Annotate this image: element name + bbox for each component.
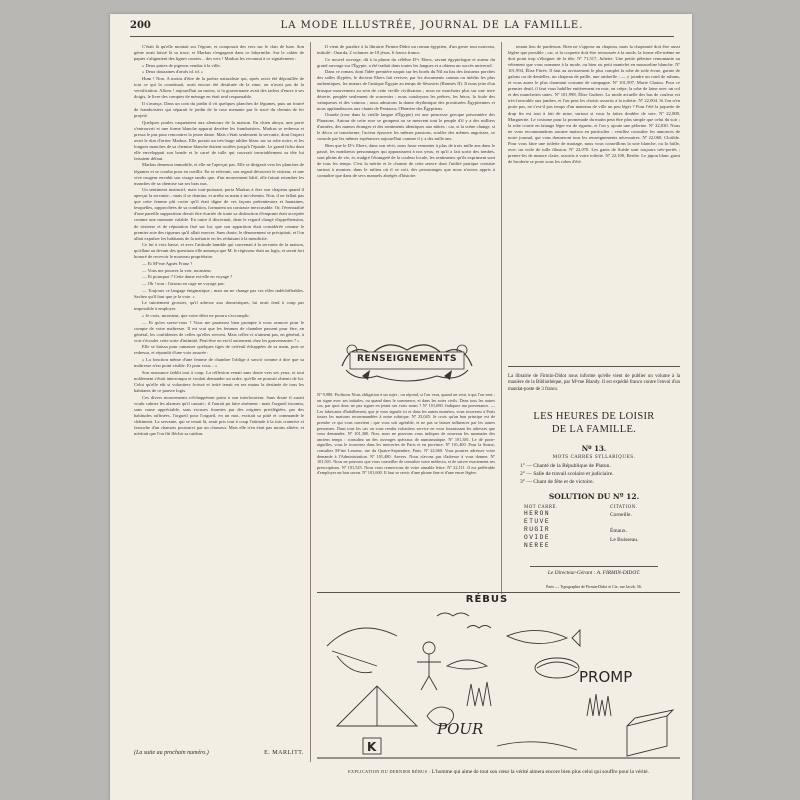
newspaper-page xyxy=(110,14,692,800)
paragraph: — Vous me pourrez la voir, monsieur. xyxy=(142,267,212,273)
paragraph: Elle se baissa pour ramasser quelques tiges de cerfeuil échappées de sa main, puis se redressa, et répondit d'une voix assurée : xyxy=(134,344,304,356)
firmin-didot-note: La librairie de Firmin-Didot nous informe qu'elle vient de publier un volume à la manière de la Bibliothèque, par M^me Blandy. Il est expédié franco contre l'envoi d'un mandat-poste de 3 francs. xyxy=(508,374,680,392)
paragraph: « La fonction même d'une femme de chambre l'oblige à savoir comme à dire que sa maîtresse n'est point visible. Et pour vous... » xyxy=(134,357,304,369)
renseignements-title: RENSEIGNEMENTS xyxy=(357,354,457,364)
tent-icon xyxy=(337,686,417,726)
book-icon xyxy=(627,710,673,756)
paragraph: — Toujours ce langage énigmatique ; mais on ne change pas ces rôles indéchiffrables. Sachez qu'il faut que je la voie. » xyxy=(134,287,304,299)
rebus-word-promp: PROMP xyxy=(579,668,633,686)
paragraph: Il vient de paraître à la librairie Firmin-Didot un roman égyptien, d'un genre tout nouveau, intitulé : Ouarda, 2 volumes in-18 jésus, 6 francs franco. xyxy=(317,44,495,56)
solution-word: HERON xyxy=(524,510,551,517)
rebus-caption-lead: EXPLICATION DU DERNIER RÉBUS : xyxy=(348,769,431,774)
solution-words xyxy=(524,510,550,550)
renseignements-vignette xyxy=(332,336,482,388)
grass-icon xyxy=(467,682,491,706)
citation-item: Le Buisseau. xyxy=(610,536,639,543)
paragraph: Un sentiment instinctif, mais tout-puissant, porta Markus à ôter son chapeau quand il aperçut la servante... mais il se domina, et arrêta sa main à mi-chemin. Non, il ne fallait pas que cette femme pût croire qu'il était digne de ces façons prétentieuses et hautaines, lesquelles, rapprochées de sa condition, formaient un contraste inexcusable. Or, l'éventualité d'une pareille supposition devait être écartée de toute sa distinction d'emprunt était acceptée comme une monnaie valable. En outre il discernait, dans le regard chargé d'appréhension, de tristesse et de réputation fixé sur lui, que son apparition était considérée comme le premier acte des rigueurs qu'il allait exercer. Sans doute, le dénouement se précipitait, et l'on allait expulser les habitants de la métairie en les réduisant à la mendicité. xyxy=(134,187,304,241)
fashion-answers-column xyxy=(508,44,680,369)
puzzle-number: Nº 13. xyxy=(581,444,607,453)
scythe-icon xyxy=(327,628,397,646)
solution-head-citation: CITATION. xyxy=(610,504,638,509)
paragraph: tenant lieu de pardessus. Rien ne s'oppose au chapeau, mais la chapeauté doit être aussi légère que possible ; car, si la coquette doit être retroussée à la mode, la forme elle-même ne doit point trop s'éloigner de la tête. Nº 71,517, Juliette. Une petite pèlerine remontante au vêtement que vous nommez à la mode, ou bien ou petit mantelet en mousseline blanche. Nº 101,994, Élise Fitrée. Il faut au ravissement le plus complet la robe de toile écrue, garnie de galons ou de dentelles, un chapeau de paille, une ombrelle ; — y joindre un rond de rubans, et vous aurez le plus charmant costume de campagne. Nº 101,997, Marie Chatou. Pour ce premier deuil, il faut vous habiller entièrement en noir, en crêpe, la robe de laine avec un col et des manchettes unies. Nº 101,998, Élise Guibert. La mode actuelle des bas de couleur est très-favorable aux jambes, et l'on peut les choisir assortis à la toilette. Nº 22,004. Si l'on n'en porte pas, ne s'est-il pas temps d'un manteau de ville un peu léger ? Pour l'été la jaquette de drap fin est tout à fait de mise, surtout si vous la faites doubler de soie. Nº 22,008, Marguerite. Le costume pour la promenade du matin peut être plus simple que celui du soir ; la robe courte en lainage léger est de rigueur, et l'on y ajoute une pèlerine. Nº 22,030. Nous ne vous recommandons aucune maison en particulier ; veuillez consulter les annonces de notre journal, qui vous donneront tous les renseignements nécessaires. Nº 22,060, Clotilde. Pour vous faire une toilette de mariage, nous vous conseillons la soie blanche, ou la faille, avec un voile de tulle illusion. Nº 22,070. Les gants de Suède sont toujours très-portés ; prenez-les de nuance claire, assortis à votre toilette. Nº 22,100, Berthe. Le jupon blanc garni de broderie se porte sous les robes d'été. xyxy=(508,44,680,164)
paragraph: Hum ! Non. A moins d'être de la poésie naturaliste qui, après avoir été dépouillée de tout ce qui la constituait, avait encore été destituée de la rime, on n'avait pas de la versification. Allons ! aujourd'hui au moins, si la gouvernante avait des taches d'encre à ses doigts, le livre des comptes de ménage en était seul responsable. xyxy=(134,76,304,100)
paragraph: Ce fut à voix basse, et avec l'attitude humble qui convenait à la servante de la maison, qu'allant au devant des questions elle annonça que M. le régisseur était au logis, et serait fort honoré de recevoir le nouveau propriétaire. xyxy=(134,242,304,260)
rebus-word-pour: POUR xyxy=(437,720,484,738)
paragraph: Ouarda (rose dans la vieille langue d'Égypte) est une princesse grecque prisonnière des Pharaons. Autour de cette rose se groupent ou se meuvent tout le peuple d'il y a des milliers d'années, des mœurs étranges et des sentiments identiques aux nôtres : car, si la scène change, si le décor se transforme, l'acteur éprouve les mêmes passions, souffre des mêmes angoisses, se console par les mêmes espérances aujourd'hui comme il y a dix mille ans. xyxy=(317,112,495,142)
figure-head-icon xyxy=(423,642,435,654)
paragraph: Dans ce roman, dont l'idée première naquit sur les bords du Nil au bas des fastueux porches des salles illypées, le docteur Ebers fait revivre, par les documents connus ou inédits les plus authentiques, les mœurs de l'antique Égypte au temps de Sésostris (Ramsès II). Il nous jette d'un brusque mouvement au sein de cette vieille civilisation ; nous ne marchons plus sur une terre déserte, peuplée seulement de souvenirs ; nous coudoyons les prêtres, les héros, la foule des vainqueurs et des vaincus ; nous admirons la danse rhythmique des prostituées Égyptiennes et nous applaudissons aux chants de Pentaour, l'Homère des Égyptiens. xyxy=(317,69,495,111)
section-rule xyxy=(530,566,658,567)
clue-item: 1° — Chanté de la République de Platon. xyxy=(520,463,611,469)
heures-loisir-title xyxy=(508,410,680,436)
paragraph: Markus demeura immobile, et elle ne l'aperçut pas. Elle se dirigeait vers les planches de légumes et se courba pour en cueillir. En se relevant, son regard découvrit le visiteur, et une vive rougeur envahit son visage tandis que, d'un mouvement hâtif, elle faisait retomber les manches de sa chemise sur ses bras nus. xyxy=(134,162,304,186)
paragraph: — Oh ! non : l'oiseau en cage ne voyage pas. xyxy=(142,280,225,286)
puzzle-clues xyxy=(520,462,680,486)
heures-title-line2: DE LA FAMILLE. xyxy=(551,424,637,435)
solution-word: ETUVE xyxy=(524,518,551,525)
paragraph: Le tutoiement grossier, qu'il adresse aux domestiques, lui avait fend à coup par impossible à employer. xyxy=(134,300,304,312)
renseignements-text: Nº 9,980. Profitons Nous obligation à un sujet ; on répond, si l'on veut, quand on veut, à qui l'on veut : on signe avec ses initiales, ou quand dans le commerce, et dans les actes civils. Dans tous les autres cas, par quoi donc ne pas signer en jetant ses vrais noms ? Nº 101,080. Indiquez ma provenance. — Les fabricants d'habillement, que je vous signale ici et dans les autres numéros, vous trouverez à Paris toutes les maisons recommandées à notre rubrique. Nº 23,045. Je crois qu'un bon principe est de prendre ce qui vous convient ; que vous soit agréable, et ne pas se laisser influencer par les autres personnes. Dans tous les cas on vous rendra volontiers service en vous fournissant les adresses que vous demandez. Nº 101,380. Non, nous ne pouvons vous indiquer de nouveau les monnaies des anciens temps : consultez un des ouvrages spéciaux de numismatique. Nº 101,381. Le dé porte-aiguilles, vous le trouverez dans les merceries de Paris et en province. Nº 101,400. Pour la Suisse, consultez M^me Lesueur, rue du Quatre-Septembre, Paris. Nº 22,060. Vous pourrez adresser votre demande à l'Administration. Nº 101,480. Anvers. Nous n'avons pas d'adresse à vous donner. Nº 101,501. Nous ne pouvons que vous conseiller de consulter votre médecin, et de suivre exactement ses prescriptions. Nº 101,525. Nous vous remercions de votre aimable lettre. Nº 22,111. Il est préférable d'employer un bon savon. Nº 101,600. Il faut se servir d'une plume fine et d'une encre légère. xyxy=(317,392,495,476)
bird-icon xyxy=(437,613,469,616)
clue-item: 2° — Salle de travail scolaire et judiciaire. xyxy=(520,471,614,477)
paragraph: « Deux paires de pigeons vendus à la ville. xyxy=(142,62,221,68)
solution-head-word: MOT CARRÉ. xyxy=(524,504,558,509)
paragraph: Ces divers mouvements n'échappèrent point à son interlocuteur. Sans doute il aurait voulu calmer les alarmes qu'il causait ; il l'aurait pu faire aisément : mais l'orgueil inconnu, sans cause appréciable, sans excuses fournies par des origines privilégiées, par des habitudes raffinées, l'orgueil pour l'orgueil, en un mot, excitait sa pitié et commande le châtiment. La servante, qui se tenait là, avait pris tout à coup l'attitude à la fois craintive et farouche d'un chamois poursuivi par un chasseur. Mais elle n'en était pas moins altière, et méritait que l'on fût fléchir sa raideur. xyxy=(134,394,304,436)
solution-word: RUGIR xyxy=(524,526,551,533)
citation-item: Corneille. xyxy=(610,512,632,518)
article-signature xyxy=(134,750,304,756)
citation-item xyxy=(610,519,638,527)
paragraph: Quelques poules caquetaient aux alentours de la maison. En chien aboya, une porte s'entrouvrit et une forme blanche apparut derrière les framboisiers. Markus se redressa et pressa le pas pour rencontrer la jeune dame. Mais c'était seulement la servante, dont l'aspect avait le don d'irriter Markus. Elle portait un très-large tablier blanc sur sa robe noire, et les longues manches de sa chemise blanche étaient roulées jusqu'à l'épaule. Le grand fichu dont elle enveloppait son bonde et le carré de tulle qui couvrait invariablement sa tête lui faisaient défaut. xyxy=(134,119,304,161)
heures-title-line1: LES HEURES DE LOISIR xyxy=(533,411,655,422)
printer-line: Paris — Typographie de Firmin-Didot et Cie, rue Jacob, 56. xyxy=(546,584,642,589)
paragraph: — Et pourquoi ? Cette dame est-elle en voyage ? xyxy=(142,274,233,280)
paragraph: Ce nouvel ouvrage, dû à la plume du célèbre D^r Ebers, savant égyptologue et auteur du grand ouvrage sur l'Égypte, a été traduit dans toutes les langues et a obtenu un succès universel. xyxy=(317,56,495,68)
rebus-letter-k: K xyxy=(367,740,377,754)
rebus-caption xyxy=(317,768,680,776)
continuation-note: (La suite au prochain numéro.) xyxy=(134,750,209,756)
bird-icon xyxy=(467,626,491,629)
paragraph: « Deux douzaines d'œufs id. id. » xyxy=(142,69,204,75)
rebus-illustration xyxy=(317,606,680,766)
paragraph: « Je crois, monsieur, que votre désir ne pourra s'accomplir. xyxy=(142,312,250,318)
section-rule xyxy=(317,592,680,593)
solution-title: SOLUTION DU Nº 12. xyxy=(548,492,640,501)
book-review-column xyxy=(317,44,495,336)
paragraph: Bien que le D^r Ebers, dans son récit, nous fasse remonter à plus de trois mille ans dans le passé, les nombreux personnages qui apparaissent à nos yeux, et qu'il a fait sortir des tombes, sont pleins de vie, et, malgré l'étrangeté de la couleur locale, les sentiments qu'ils expriment sont de tous les temps. C'est la mérite et le charme de cette œuvre dont l'utilité pratique consiste surtout à montrer, dans le milieu où il se voit, des personnages que nous n'avons appris à connaître que dans de secs manuels abrégés d'histoire. xyxy=(317,143,495,179)
rebus-title: RÉBUS xyxy=(465,594,509,605)
paragraph: C'était là qu'elle montait sur l'égoue, et composait des vers sur le clair de lune. Son génie avait laissé là sa trace, et Markus s'engageait dans ce labyrinthe. Sur le cahier de papier s'alignaient des lignes courtes... des vers ! Markus les reconnut à ce signalement : xyxy=(134,44,304,62)
header-rule xyxy=(130,36,674,37)
paragraph: — Et qu'en savez-vous ? Vous me paraissez bien prompte à vous avancer pour le compte de votre maîtresse. Il est vrai que les femmes de chambre passent pour être, en général, les confidentes de celles qu'elles servent. Mais celles-ci n'aiment pas, en général, à voir s'écouler cette sorte d'intimité. Peut-être en est-il autrement chez les gouvernantes ? » xyxy=(134,319,304,343)
paragraph: Il s'avança. Dans un coin du jardin il vit quelques planches de légumes, puis un fourré de framboisiers qui séparait le jardin de la cour menante par le tracé du chemin de fer projeté. xyxy=(134,100,304,118)
citation-item: Émaux. xyxy=(610,528,627,535)
director-line: Le Directeur-Gérant : A. FIRMIN-DIDOT. xyxy=(547,570,641,576)
puzzle-subtitle: MOTS CARRÉS SYLLABIQUES. xyxy=(552,455,636,460)
column-divider xyxy=(501,42,502,594)
author-name: E. MARLITT. xyxy=(264,750,304,756)
solution-citations xyxy=(610,511,638,544)
rebus-caption-text: L'homme qui aime de tout son cœur la vérité aimera encore bien plus celui qui souffre pour la vérité. xyxy=(431,769,649,775)
column-divider xyxy=(310,42,311,762)
fish-icon xyxy=(507,630,567,643)
section-rule xyxy=(508,366,680,367)
solution-word: NEREE xyxy=(524,542,551,549)
paragraph: Son assurance faiblit tout à coup. La réflexion venait sans doute vers ses yeux, et tout noblement s'était interrompu et voulait demander un ordre, qu'elle ne pouvait obtenir de lui. Celui qu'elle eût si volontiers froissé et irrité tenait en ses mains la destinée de tous les habitants de ce pauvre logis. xyxy=(134,369,304,393)
grass-icon xyxy=(587,694,611,716)
page-number: 200 xyxy=(130,20,151,31)
page-header xyxy=(130,20,674,36)
solution-word: OVIDE xyxy=(524,534,551,541)
paragraph: — Et M^me Agnès Franz ? xyxy=(142,260,193,266)
clue-item: 3° — Chant de fête et de victoire. xyxy=(520,479,594,485)
bird-icon xyxy=(447,660,487,669)
journal-title: LA MODE ILLUSTRÉE, JOURNAL DE LA FAMILLE. xyxy=(280,20,584,31)
serial-novel-column xyxy=(134,44,304,700)
shell-icon xyxy=(535,658,579,678)
